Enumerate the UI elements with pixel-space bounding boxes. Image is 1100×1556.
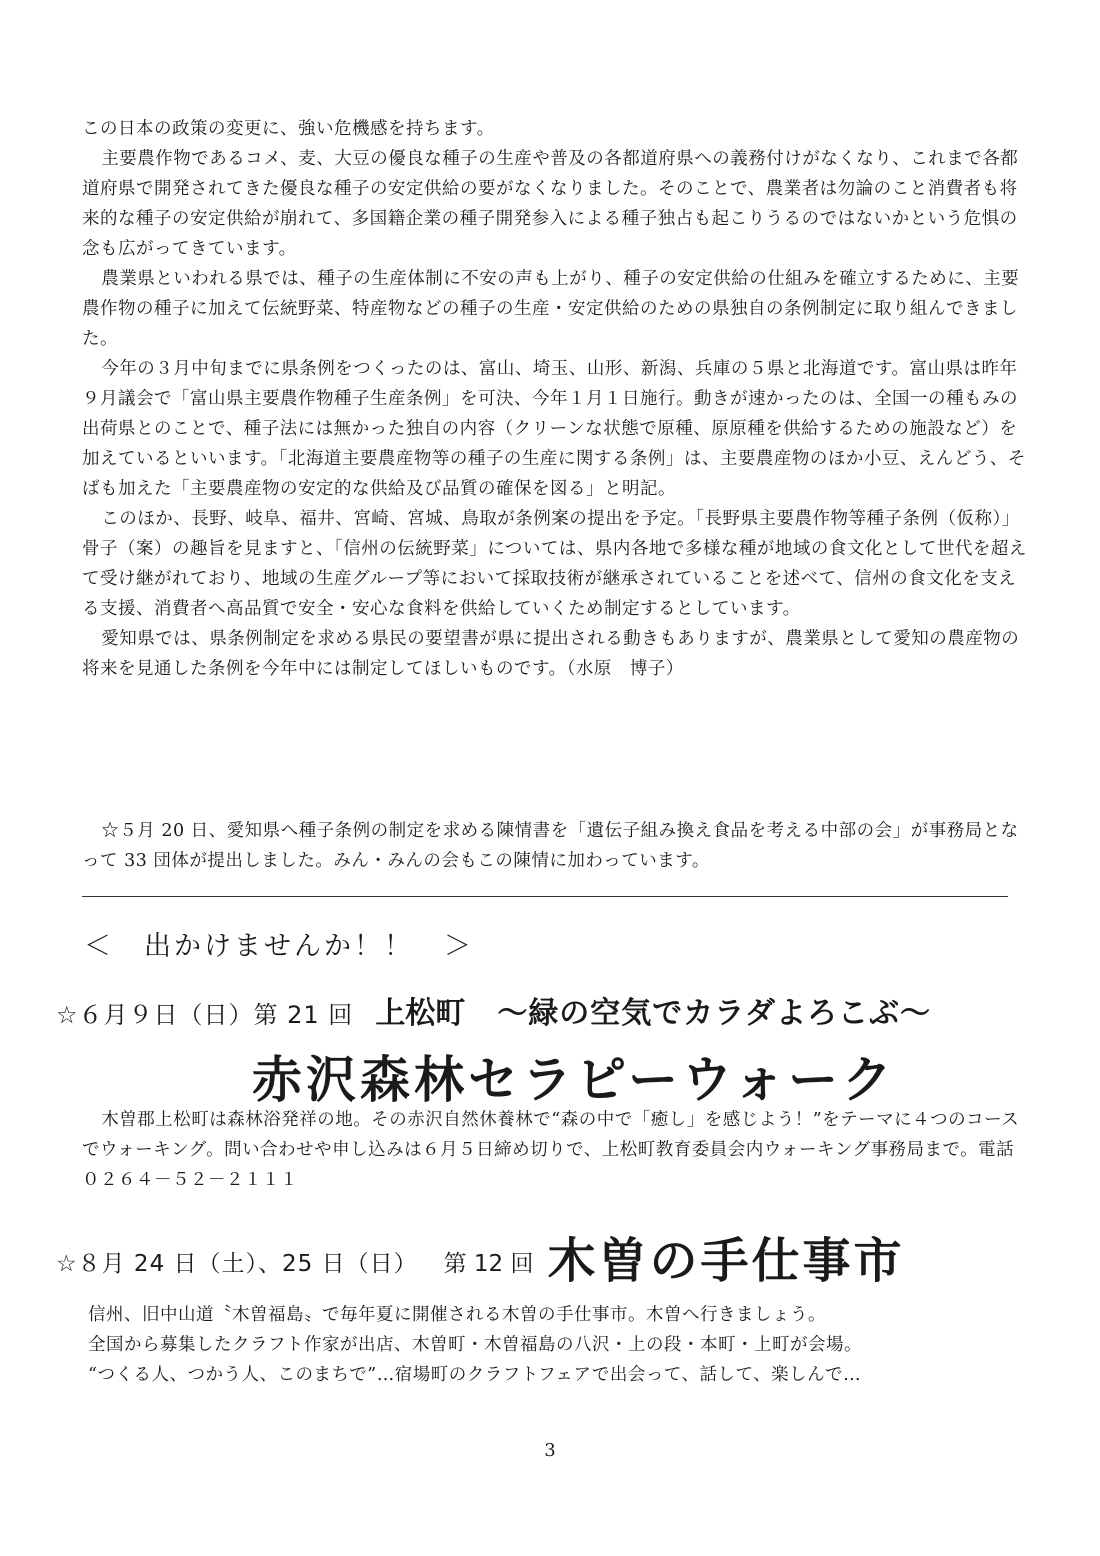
petition-notice: [82, 816, 1032, 876]
article-paragraph: このほか、長野、岐阜、福井、宮崎、宮城、鳥取が条例案の提出を予定。「長野県主要農作物等種子条例（仮称）」骨子（案）の趣旨を見ますと、「信州の伝統野菜」については、県内各地で多様な種が地域の食文化として世代を超えて受け継がれており、地域の生産グループ等において採取技術が継承されていることを述べて、信州の食文化を支える支援、消費者へ高品質で安全・安心な食料を供給していくため制定するとしています。: [82, 509, 1027, 619]
article-paragraph: この日本の政策の変更に、強い危機感を持ちます。: [82, 119, 495, 139]
event2-header: [56, 1222, 905, 1291]
notice-text: ☆５月 20 日、愛知県へ種子条例の制定を求める陳情書を「遺伝子組み換え食品を考える中部の会」が事務局となって 33 団体が提出しました。みん・みんの会もこの陳情に加わっています。: [82, 821, 1019, 871]
event1-description-block: [82, 1105, 1032, 1195]
outing-heading: ＜ 出かけませんか！！ ＞: [84, 931, 474, 962]
event2-date: ☆８月 24 日（土）、25 日（日）: [56, 1251, 418, 1277]
event2-title: 木曽の手仕事市: [547, 1233, 905, 1289]
event2-description-line: 全国から募集したクラフト作家が出店、木曽町・木曽福島の八沢・上の段・本町・上町が会場。: [88, 1335, 862, 1355]
article-body: [82, 114, 1032, 684]
event2-description-block: [88, 1300, 1038, 1390]
event1-subtitle: ～緑の空気でカラダよろこぶ～: [497, 996, 932, 1031]
section-divider: [82, 896, 1008, 897]
event2-description-line: “つくる人、つかう人、このまちで”…宿場町のクラフトフェアで出会って、話して、楽しんで…: [88, 1365, 862, 1385]
article-paragraph: 農業県といわれる県では、種子の生産体制に不安の声も上がり、種子の安定供給の仕組みを確立するために、主要農作物の種子に加えて伝統野菜、特産物などの種子の生産・安定供給のための県独自の条例制定に取り組んできました。: [82, 269, 1020, 349]
event1-place: 上松町: [375, 996, 466, 1031]
event1-title: 赤沢森林セラピーウォーク: [252, 1051, 896, 1109]
event2-description-line: 信州、旧中山道〝木曽福島〟で毎年夏に開催される木曽の手仕事市。木曽へ行きましょう。: [88, 1305, 826, 1325]
event1-date: ☆６月９日（日）第 21 回: [56, 1001, 354, 1029]
event1-description: 木曽郡上松町は森林浴発祥の地。その赤沢自然休養林で“森の中で「癒し」を感じよう！”をテーマに４つのコースでウォーキング。問い合わせや申し込みは６月５日締め切りで、上松町教育委員会内ウォーキング事務局まで。電話 ０２６４－５２－２１１１: [82, 1110, 1033, 1190]
event2-round: 第 12 回: [443, 1251, 534, 1277]
article-paragraph: 今年の３月中旬までに県条例をつくったのは、富山、埼玉、山形、新潟、兵庫の５県と北海道です。富山県は昨年９月議会で「富山県主要農作物種子生産条例」を可決、今年１月１日施行。動きが速かったのは、全国一の種もみの出荷県とのことで、種子法には無かった独自の内容（クリーンな状態で原種、原原種を供給するための施設など）を加えているといいます。「北海道主要農産物等の種子の生産に関する条例」は、主要農産物のほか小豆、えんどう、そばも加えた「主要農産物の安定的な供給及び品質の確保を図る」と明記。: [82, 359, 1026, 499]
article-paragraph: 愛知県では、県条例制定を求める県民の要望書が県に提出される動きもありますが、農業県として愛知の農産物の将来を見通した条例を今年中には制定してほしいものです。（水原 博子）: [82, 629, 1020, 679]
article-paragraph: 主要農作物であるコメ、麦、大豆の優良な種子の生産や普及の各都道府県への義務付けがなくなり、これまで各都道府県で開発されてきた優良な種子の安定供給の要がなくなりました。そのことで、農業者は勿論のこと消費者も将来的な種子の安定供給が崩れて、多国籍企業の種子開発参入による種子独占も起こりうるのではないかという危惧の念も広がってきています。: [82, 149, 1019, 259]
event1-header: [56, 988, 931, 1032]
page-number: 3: [544, 1440, 556, 1461]
